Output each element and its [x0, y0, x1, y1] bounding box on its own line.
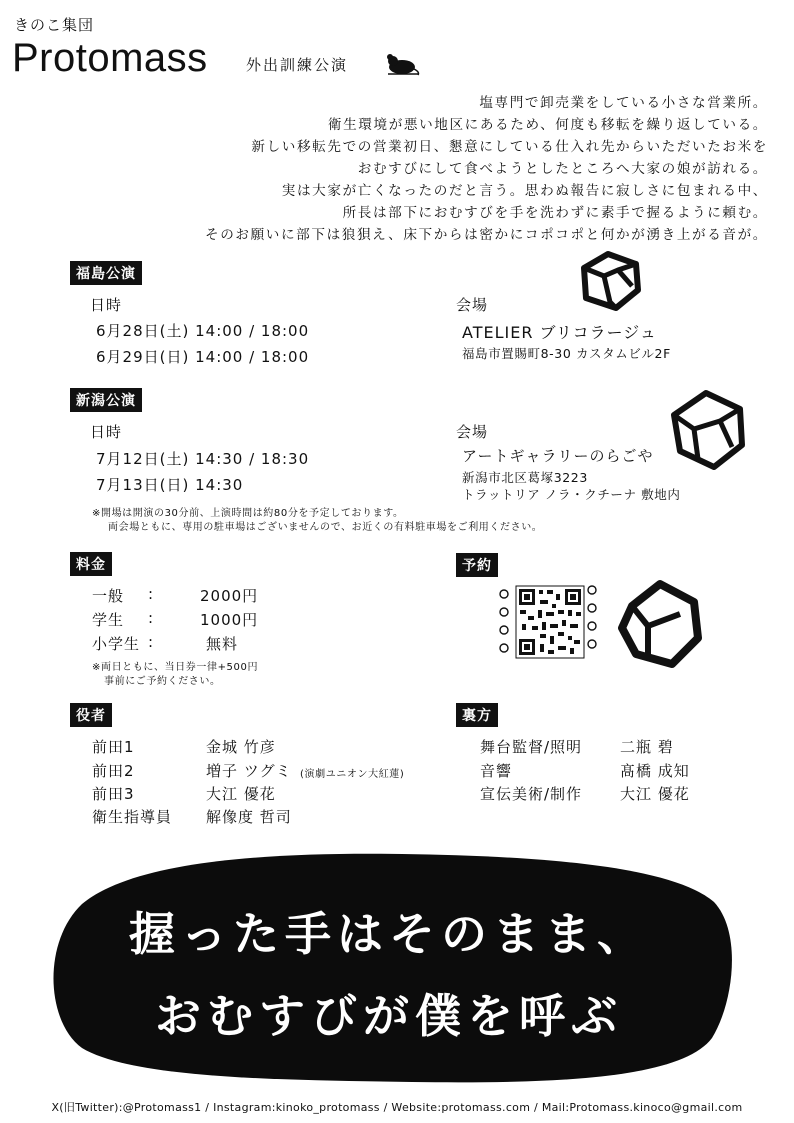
mouse-icon — [384, 52, 420, 76]
catchphrase-line-2: おむすびが僕を呼ぶ — [155, 989, 623, 1043]
cast-role: 前田3 — [92, 785, 135, 803]
synopsis-line: 実は大家が亡くなったのだと言う。思わぬ報告に寂しさに包まれる中、 — [281, 183, 768, 199]
synopsis-line: 塩専門で卸売業をしている小さな営業所。 — [479, 95, 768, 111]
qr-code[interactable] — [498, 582, 598, 662]
price-label: 料金 — [70, 552, 112, 576]
staff-name: 髙橋 成知 — [620, 762, 690, 780]
notice-line-1: ※開場は開演の30分前、上演時間は約80分を予定しております。 — [92, 508, 404, 519]
synopsis-line: 衛生環境が悪い地区にあるため、何度も移転を繰り返している。 — [327, 117, 768, 133]
polyhedron-icon — [574, 246, 646, 316]
fukushima-venue: ATELIER ブリコラージュ — [462, 323, 657, 342]
niigata-address-1: 新潟市北区葛塚3223 — [462, 470, 588, 485]
cast-name: 増子 ツグミ — [206, 762, 292, 780]
company-title: Protomass — [12, 36, 208, 80]
synopsis — [48, 92, 768, 246]
catchphrase-line-1: 握った手はそのまま、 — [129, 907, 649, 961]
synopsis-line: そのお願いに部下は狼狽え、床下からは密かにコポコポと何かが湧き上がる音が。 — [205, 227, 768, 243]
staff-role: 舞台監督/照明 — [480, 738, 583, 756]
niigata-date-1: 7月12日(土) 14:30 / 18:30 — [96, 450, 310, 468]
niigata-date-2: 7月13日(日) 14:30 — [96, 476, 244, 494]
fukushima-date-2: 6月29日(日) 14:00 / 18:00 — [96, 348, 310, 366]
cast-label: 役者 — [70, 703, 112, 727]
niigata-datetime-label: 日時 — [90, 423, 123, 441]
reservation-label: 予約 — [456, 553, 498, 577]
fukushima-datetime-label: 日時 — [90, 296, 123, 314]
staff-role: 宣伝美術/制作 — [480, 785, 583, 803]
staff-role: 音響 — [480, 762, 513, 780]
staff-name: 二瓶 碧 — [620, 738, 674, 756]
price-sep: : — [148, 609, 155, 627]
cast-name: 金城 竹彦 — [206, 738, 276, 756]
niigata-label: 新潟公演 — [70, 388, 142, 412]
staff-label: 裏方 — [456, 703, 498, 727]
price-sep: : — [148, 585, 155, 603]
cast-role: 衛生指導員 — [92, 808, 173, 826]
contact-footer: X(旧Twitter):@Protomass1 / Instagram:kinoko_protomass / Website:protomass.com / Mail:Protomass.kinoco@gmail.com — [51, 1101, 743, 1114]
cast-role: 前田2 — [92, 762, 135, 780]
cast-affiliation: (演劇ユニオン大紅蓮) — [300, 769, 405, 780]
notice-line-2: 両会場ともに、専用の駐車場はございませんので、お近くの有料駐車場をご利用ください。 — [108, 522, 543, 533]
price-note-1: ※両日ともに、当日券一律+500円 — [92, 662, 259, 673]
niigata-venue-label: 会場 — [456, 423, 489, 441]
group-name: きのこ集団 — [14, 16, 95, 34]
synopsis-line: 新しい移転先での営業初日、懇意にしている仕入れ先からいただいたお米を — [251, 139, 768, 155]
cast-name: 解像度 哲司 — [206, 808, 292, 826]
catchphrase-blob — [42, 852, 736, 1084]
fukushima-date-1: 6月28日(土) 14:00 / 18:00 — [96, 322, 310, 340]
price-value: 2000円 — [200, 587, 259, 605]
polyhedron-icon — [660, 385, 750, 473]
niigata-address-2: トラットリア ノラ・クチーナ 敷地内 — [462, 487, 681, 502]
price-name: 学生 — [92, 611, 125, 629]
onigiri-blob-shape — [42, 852, 736, 1084]
price-name: 一般 — [92, 587, 125, 605]
price-note-2: 事前にご予約ください。 — [104, 676, 221, 687]
cast-role: 前田1 — [92, 738, 135, 756]
price-value: 無料 — [206, 635, 239, 653]
synopsis-line: おむすびにして食べようとしたところへ大家の娘が訪れる。 — [357, 161, 768, 177]
performance-type: 外出訓練公演 — [246, 56, 349, 74]
polyhedron-icon — [614, 576, 704, 672]
fukushima-address: 福島市置賜町8-30 カスタムビル2F — [462, 346, 671, 361]
fukushima-label: 福島公演 — [70, 261, 142, 285]
niigata-venue: アートギャラリーのらごや — [462, 447, 654, 465]
fukushima-venue-label: 会場 — [456, 296, 489, 314]
price-value: 1000円 — [200, 611, 259, 629]
cast-name: 大江 優花 — [206, 785, 276, 803]
price-sep: : — [148, 633, 155, 651]
staff-name: 大江 優花 — [620, 785, 690, 803]
synopsis-line: 所長は部下におむすびを手を洗わずに素手で握るように頼む。 — [342, 205, 768, 221]
price-name: 小学生 — [92, 635, 141, 653]
